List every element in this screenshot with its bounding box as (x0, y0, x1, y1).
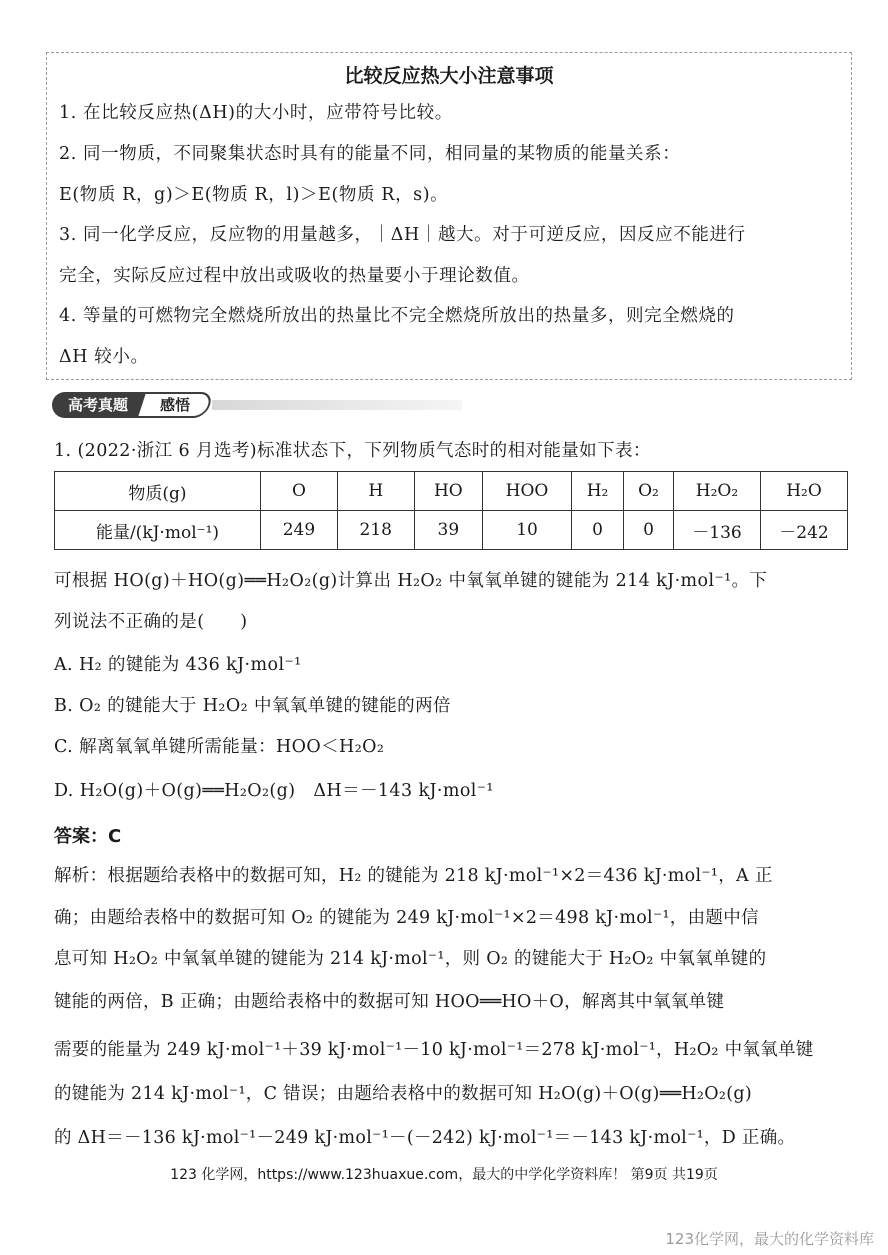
table-cell: H₂ (572, 472, 624, 511)
table-header-cell: 能量/(kJ·mol⁻¹) (55, 511, 261, 550)
table-cell: H₂O₂ (674, 472, 761, 511)
notes-box (46, 52, 852, 380)
watermark-text: 123化学网，最大的化学资料库 (665, 1230, 874, 1248)
table-cell: 39 (414, 511, 482, 550)
explanation-line-6: 的键能为 214 kJ·mol⁻¹，C 错误；由题给表格中的数据可知 H₂O(g)＋O(g)══H₂O₂(g) (54, 1084, 752, 1104)
explanation-line-1: 解析：根据题给表格中的数据可知，H₂ 的键能为 218 kJ·mol⁻¹×2＝436 kJ·mol⁻¹，A 正 (54, 866, 773, 886)
question-text-1: 可根据 HO(g)＋HO(g)══H₂O₂(g)计算出 H₂O₂ 中氧氧单键的键能为 214 kJ·mol⁻¹。下 (54, 571, 768, 591)
page-footer: 123 化学网，https://www.123huaxue.com，最大的中学化学资料库！ 第9页 共19页 (170, 1167, 718, 1183)
table-header-cell: 物质(g) (55, 472, 261, 511)
explanation-line-2: 确；由题给表格中的数据可知 O₂ 的键能为 249 kJ·mol⁻¹×2＝498 kJ·mol⁻¹，由题中信 (54, 908, 759, 928)
note-line-2: 2. 同一物质，不同聚集状态时具有的能量不同，相同量的某物质的能量关系： (59, 144, 681, 164)
table-cell: 218 (337, 511, 414, 550)
table-cell: O₂ (624, 472, 674, 511)
answer: 答案：C (54, 826, 122, 847)
note-line-1: 1. 在比较反应热(ΔH)的大小时，应带符号比较。 (59, 103, 453, 123)
table-cell: HO (414, 472, 482, 511)
explanation-line-4: 键能的两倍，B 正确；由题给表格中的数据可知 HOO══HO＋O，解离其中氧氧单键 (54, 992, 725, 1012)
badge-right-box (136, 392, 214, 418)
energy-table (54, 471, 848, 550)
table-cell: H (337, 472, 414, 511)
option-c: C. 解离氧氧单键所需能量：HOO＜H₂O₂ (54, 737, 385, 757)
note-line-5: 完全，实际反应过程中放出或吸收的热量要小于理论数值。 (59, 266, 530, 286)
question-stem: 1. (2022·浙江 6 月选考)标准状态下，下列物质气态时的相对能量如下表： (54, 441, 651, 461)
note-line-7: ΔH 较小。 (59, 347, 149, 367)
explanation-line-3: 息可知 H₂O₂ 中氧氧单键的键能为 214 kJ·mol⁻¹，则 O₂ 的键能大于 H₂O₂ 中氧氧单键的 (54, 949, 767, 969)
notes-title: 比较反应热大小注意事项 (344, 65, 554, 87)
option-b: B. O₂ 的键能大于 H₂O₂ 中氧氧单键的键能的两倍 (54, 696, 451, 716)
explanation-line-7: 的 ΔH＝－136 kJ·mol⁻¹－249 kJ·mol⁻¹－(－242) kJ·mol⁻¹＝－143 kJ·mol⁻¹，D 正确。 (54, 1128, 796, 1148)
badge-left: 高考真题 (52, 392, 144, 418)
section-badge (52, 392, 422, 418)
option-a: A. H₂ 的键能为 436 kJ·mol⁻¹ (54, 655, 302, 675)
table-cell: －136 (674, 511, 761, 550)
badge-right: 感悟 (159, 396, 190, 414)
note-line-4: 3. 同一化学反应，反应物的用量越多，｜ΔH｜越大。对于可逆反应，因反应不能进行 (59, 225, 746, 245)
table-row (55, 472, 848, 511)
table-cell: －242 (761, 511, 848, 550)
table-cell: H₂O (761, 472, 848, 511)
note-line-3: E(物质 R，g)＞E(物质 R，l)＞E(物质 R，s)。 (59, 185, 449, 205)
table-cell: HOO (483, 472, 572, 511)
table-cell: O (261, 472, 338, 511)
table-cell: 249 (261, 511, 338, 550)
question-text-2: 列说法不正确的是( ) (54, 612, 248, 632)
table-cell: 10 (483, 511, 572, 550)
table-cell: 0 (572, 511, 624, 550)
table-row (55, 511, 848, 550)
badge-strip (212, 400, 462, 410)
explanation-line-5: 需要的能量为 249 kJ·mol⁻¹＋39 kJ·mol⁻¹－10 kJ·mol⁻¹＝278 kJ·mol⁻¹，H₂O₂ 中氧氧单键 (54, 1040, 814, 1060)
note-line-6: 4. 等量的可燃物完全燃烧所放出的热量比不完全燃烧所放出的热量多，则完全燃烧的 (59, 306, 735, 326)
table-cell: 0 (624, 511, 674, 550)
option-d: D. H₂O(g)＋O(g)══H₂O₂(g) ΔH＝－143 kJ·mol⁻¹ (54, 781, 494, 801)
